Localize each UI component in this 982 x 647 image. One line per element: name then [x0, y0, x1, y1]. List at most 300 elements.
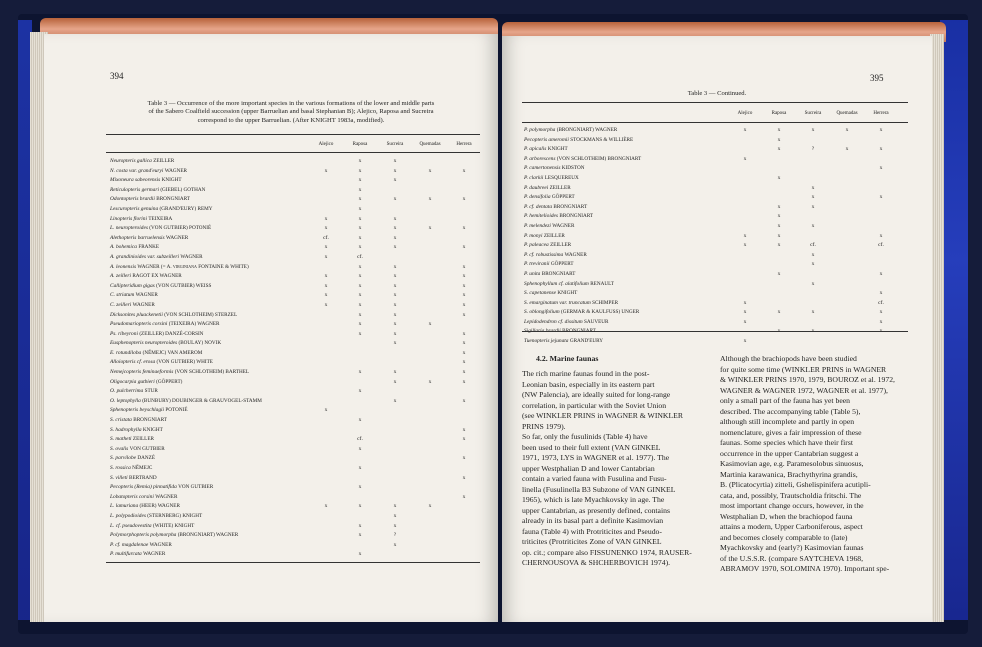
occurrence-cell: x [393, 512, 397, 519]
text-column-left [522, 369, 708, 569]
occurrence-cell: x [462, 301, 466, 308]
species-author: WAGNER [149, 541, 172, 548]
species-name [110, 455, 155, 461]
table-row [110, 216, 480, 226]
species-author: KNIGHT [557, 290, 578, 297]
text-line: linella (Fusulinella B3 Subzone of VAN GINKEL [522, 484, 676, 494]
occurrence-cell: x [777, 232, 781, 239]
occurrence-cell: x [811, 261, 815, 268]
occurrence-cell: x [358, 388, 362, 395]
species-author: KNIGHT [161, 177, 182, 184]
species-author: (VON SCHLOTHEIM) STERZEL [164, 311, 238, 318]
text-line: cata, and, possibly, Trautscholdia fritschi. The [720, 490, 862, 500]
species-name [524, 271, 575, 277]
species-name [524, 261, 574, 267]
occurrence-cell: x [358, 532, 362, 539]
species-name [110, 177, 182, 183]
table-row [110, 523, 480, 533]
occurrence-cell: x [358, 215, 362, 222]
species-author: VON GUTBIER [178, 484, 214, 491]
species-author: POTONIÉ [165, 407, 188, 414]
species-author: WAGNER [132, 301, 155, 308]
species-author: (STERNBERG) KNIGHT [147, 512, 203, 519]
species-binomial: S. ovalis [110, 445, 129, 452]
occurrence-cell: x [358, 225, 362, 232]
species-binomial: P. melendezi [524, 222, 551, 229]
species-name [524, 242, 571, 248]
table-row [110, 407, 480, 417]
occurrence-cell: x [393, 292, 397, 299]
occurrence-cell: x [393, 369, 397, 376]
species-binomial: S. emarginatum var. truncatum [524, 299, 591, 306]
occurrence-cell: x [879, 165, 883, 172]
species-author: BRONGNIART [562, 328, 596, 335]
page-number: 395 [870, 73, 884, 83]
species-binomial: A. bohemica [110, 244, 137, 251]
occurrence-cell: x [358, 484, 362, 491]
species-name [524, 165, 584, 171]
occurrence-cell: x [462, 474, 466, 481]
occurrence-cell: x [358, 330, 362, 337]
text-line: The rich marine faunas found in the post- [522, 369, 650, 378]
species-binomial: Nemejcopteris feminaeformis [110, 369, 174, 376]
species-author: WAGNER [155, 493, 178, 500]
occurrence-cell: x [324, 407, 328, 414]
occurrence-cell: x [879, 194, 883, 201]
table-row [524, 290, 908, 300]
species-author: (HEER) WAGNER [139, 503, 180, 510]
table-row [110, 206, 480, 216]
species-author: (BUNBURY) DOUBINGER & GRAUVOGEL-STAMM [142, 397, 262, 404]
species-author: FRANKE [138, 244, 160, 251]
text-line: Although the brachiopods have been studied [720, 354, 857, 363]
occurrence-cell: x [777, 309, 781, 316]
species-binomial: Polymorphopteris polymorpha [110, 532, 177, 539]
occurrence-cell: x [743, 232, 747, 239]
species-binomial: Pseudomariopteris corsini [110, 321, 168, 328]
occurrence-cell: x [879, 309, 883, 316]
table-row [524, 252, 908, 262]
text-line: (see WINKLER PRINS in WAGNER & WINKLER [522, 411, 683, 420]
species-binomial: P. densifolia [524, 194, 551, 201]
occurrence-cell: x [324, 301, 328, 308]
species-name [110, 446, 165, 452]
species-name [110, 503, 180, 509]
occurrence-cell: x [811, 222, 815, 229]
species-author: (GERMAR & KAULFUSS) UNGER [561, 309, 640, 316]
species-name [110, 407, 188, 413]
text-line: faunas. Some species which have their first [720, 438, 853, 447]
table-row [110, 417, 480, 427]
species-binomial: C. zeilleri [110, 301, 132, 308]
table-row [110, 446, 480, 456]
text-line: PRINS 1979). [522, 421, 566, 431]
species-binomial: P. cf. magdalenae [110, 541, 149, 548]
species-name [110, 465, 152, 471]
species-author: (GIEBEL) GOTHAN [160, 186, 206, 193]
occurrence-cell: x [358, 503, 362, 510]
table-rule-bottom [106, 562, 480, 563]
species-binomial: Lobatopteris corsini [110, 493, 154, 500]
occurrence-cell: x [462, 378, 466, 385]
occurrence-cell: x [324, 253, 328, 260]
occurrence-cell: x [324, 292, 328, 299]
species-author: NĚMEJC [132, 465, 153, 471]
table-caption [106, 100, 476, 125]
occurrence-cell: x [428, 321, 432, 328]
occurrence-cell: x [358, 301, 362, 308]
species-binomial: Pecopteris (Remia) pinnatifida [110, 484, 177, 491]
species-author: ZEILLER [549, 184, 571, 191]
species-binomial: S. capetanense [524, 290, 557, 297]
species-binomial: P. monyi [524, 232, 543, 239]
species-author: WAGNER [164, 167, 187, 174]
species-binomial: S. cristata [110, 417, 132, 424]
species-binomial: P. multifurcata [110, 551, 142, 558]
column-header: Raposa [352, 142, 368, 147]
occurrence-cell: x [845, 127, 849, 133]
table-row [524, 261, 908, 271]
occurrence-cell: x [462, 244, 466, 251]
species-name [110, 331, 203, 337]
column-header: Quemadas [419, 142, 441, 147]
table-row [524, 233, 908, 243]
occurrence-cell: x [324, 282, 328, 289]
text-line: B. (Plicatocyrtia) zitteli, Gshelispinifera acutipli- [720, 480, 871, 489]
species-name [524, 223, 574, 229]
species-author: LESQUEREUX [544, 174, 579, 181]
text-line: ABRAMOV 1970, SOLOMINA 1970). Important spe- [720, 564, 890, 573]
occurrence-cell: x [777, 174, 781, 181]
species-binomial: P. unita [524, 270, 541, 277]
occurrence-cell: x [743, 127, 747, 133]
species-name [110, 235, 188, 241]
text-line: and becomes closely comparable to (late) [720, 532, 848, 542]
species-name [110, 350, 202, 356]
occurrence-cell: x [879, 328, 883, 335]
occurrence-cell: x [393, 234, 397, 241]
column-header: Raposa [771, 111, 787, 116]
occurrence-cell: x [462, 493, 466, 500]
table-row [524, 156, 908, 166]
table-row [110, 532, 480, 542]
table-row [110, 158, 480, 168]
occurrence-cell: x [777, 222, 781, 229]
occurrence-cell: x [324, 244, 328, 251]
occurrence-cell: x [462, 340, 466, 347]
column-header: Sucreira [804, 111, 822, 116]
occurrence-cell: x [811, 184, 815, 191]
species-binomial: Eusphenopteris neuropteroides [110, 340, 178, 347]
occurrence-cell: x [845, 146, 849, 153]
page-number: 394 [110, 71, 124, 81]
species-author: BRONGNIART [541, 270, 576, 277]
species-name [110, 254, 203, 260]
table-row [110, 177, 480, 187]
species-binomial: N. costa var. grand'euryi [110, 167, 164, 174]
species-binomial: P. cf. robustissima [524, 251, 564, 258]
text-line: of the U.S.S.R. (compare SAYTCHEVA 1968, [720, 553, 864, 563]
species-author: TEIXEIRA [148, 215, 173, 222]
table-row [524, 319, 908, 329]
table-row [524, 165, 908, 175]
species-binomial: Sigillaria brardii [524, 328, 561, 335]
species-author: WAGNER [135, 292, 158, 299]
species-binomial: P. treviranii [524, 261, 550, 268]
species-binomial: P. cf. dentata [524, 203, 553, 210]
occurrence-cell: x [324, 215, 328, 222]
occurrence-cell: x [358, 311, 362, 318]
occurrence-cell: x [743, 155, 747, 162]
species-author: GRAND'EURY [569, 338, 604, 345]
occurrence-cell: x [462, 263, 466, 270]
text-line: already in its basal part a definite Kasimovian [522, 516, 664, 525]
occurrence-cell: x [393, 522, 397, 529]
occurrence-cell: x [393, 244, 397, 251]
table-row [110, 475, 480, 485]
species-author: (BRONGNIART) WAGNER [177, 532, 239, 539]
occurrence-cell: x [777, 242, 781, 249]
occurrence-cell: x [879, 270, 883, 277]
occurrence-cell: x [462, 311, 466, 318]
species-name [110, 388, 158, 394]
occurrence-cell: x [393, 225, 397, 232]
caption-line: correspond to the upper Barruelian. (After KNIGHT 1983a, modified). [197, 116, 385, 124]
occurrence-cell: x [393, 340, 397, 347]
species-binomial: Callipteridium gigas [110, 282, 155, 289]
table-row [524, 300, 908, 310]
text-line: Myachkovsky and (early?) Kasimovian faunas [720, 543, 864, 552]
occurrence-cell: x [393, 196, 397, 203]
table-row [110, 283, 480, 293]
occurrence-cell: x [358, 205, 362, 212]
table-row [110, 465, 480, 475]
table-row [110, 292, 480, 302]
table-row [524, 242, 908, 252]
species-name [524, 127, 617, 133]
table-row [110, 168, 480, 178]
species-author: WAGNER [166, 234, 189, 241]
occurrence-cell: x [393, 158, 397, 164]
occurrence-cell: x [358, 551, 362, 558]
species-name [110, 273, 182, 279]
species-name [524, 137, 633, 143]
occurrence-cell: x [777, 270, 781, 277]
occurrence-cell: x [358, 196, 362, 203]
occurrence-cell: cf. [357, 253, 363, 260]
species-author: BRONGNIART [156, 196, 190, 203]
occurrence-cell: x [462, 282, 466, 289]
species-name [110, 225, 211, 231]
occurrence-cell: x [393, 541, 397, 548]
species-name [524, 194, 575, 200]
occurrence-cell: x [393, 301, 397, 308]
species-binomial: Neuropteris gallica [110, 158, 152, 164]
species-binomial: L. lamuriana [110, 503, 139, 510]
table-row [110, 244, 480, 254]
species-binomial: Odontopteris brardii [110, 196, 155, 203]
table-row [110, 542, 480, 552]
occurrence-cell: x [811, 194, 815, 201]
species-binomial: P. daubreei [524, 184, 549, 191]
text-line: occurrence in the upper Cantabrian suggest a [720, 448, 859, 458]
species-name [110, 196, 190, 202]
species-name [110, 359, 213, 365]
species-binomial: L. polypodioides [110, 512, 146, 519]
table-row [524, 338, 908, 348]
species-binomial: Alloiopteris cf. erosa [110, 359, 156, 366]
text-line: correlation, in particular with the Soviet Union [522, 400, 667, 410]
species-name [110, 168, 187, 174]
occurrence-cell: x [393, 215, 397, 222]
table-row [524, 146, 908, 156]
occurrence-cell: x [879, 290, 883, 297]
occurrence-cell: x [462, 349, 466, 356]
table-row [110, 379, 480, 389]
occurrence-cell: x [743, 299, 747, 306]
text-line: WAGNER & WAGNER 1972, WAGNER et al. 1977), [720, 385, 888, 395]
species-name [110, 369, 249, 375]
text-line: described. The accompanying table (Table 5), [720, 406, 861, 416]
occurrence-cell: x [462, 436, 466, 443]
species-name [524, 309, 639, 315]
table-row [110, 273, 480, 283]
species-author: (VON GUTBIER) POTONIÉ [149, 225, 212, 232]
species-name [110, 542, 172, 548]
text-line: contain a varied fauna with Fusulina and Fusu- [522, 474, 667, 483]
species-name [110, 494, 177, 500]
occurrence-cell: x [358, 186, 362, 193]
species-name [110, 206, 213, 212]
species-binomial: P. camertonensis [524, 165, 561, 172]
species-binomial: L. cf. pseudovestita [110, 522, 152, 529]
species-name [110, 398, 262, 404]
occurrence-cell: x [358, 244, 362, 251]
occurrence-cell: x [358, 263, 362, 270]
table-row [524, 271, 908, 281]
occurrence-cell: x [428, 167, 432, 174]
species-binomial: S. parvilobe [110, 455, 137, 462]
table-row [524, 223, 908, 233]
table-row [524, 137, 908, 147]
occurrence-cell: cf. [357, 436, 363, 443]
occurrence-cell: x [393, 330, 397, 337]
caption-line: of the Sabero Coalfield succession (upper Barruelian and basal Stephanian B); Alejico, Raposa and Sucreira [148, 108, 434, 116]
occurrence-cell: x [358, 167, 362, 174]
occurrence-cell: cf. [878, 299, 884, 306]
species-name [524, 281, 614, 287]
species-name [110, 321, 219, 327]
text-line: although still incomplete and partly in open [720, 417, 855, 426]
occurrence-cell: x [393, 321, 397, 328]
species-name [110, 187, 205, 193]
occurrence-cell: x [811, 328, 815, 335]
species-name [524, 338, 603, 344]
occurrence-cell: x [462, 455, 466, 462]
species-name [524, 290, 577, 296]
text-line: upper Westphalian D and lower Cantabrian [522, 463, 655, 473]
occurrence-cell: x [358, 234, 362, 241]
species-author: DANZÉ [137, 455, 155, 462]
occurrence-cell: x [462, 196, 466, 203]
occurrence-cell: x [879, 232, 883, 239]
occurrence-cell: x [811, 203, 815, 210]
species-binomial: Sphenophyllum cf. alatifolium [524, 280, 589, 287]
species-author: BERTRAND [129, 474, 157, 481]
species-name [110, 283, 211, 289]
species-name [524, 233, 565, 239]
table-row [110, 513, 480, 523]
table-row [110, 235, 480, 245]
species-author: RAGOT EX WAGNER [132, 273, 182, 280]
species-author: BRONGNIART [133, 417, 167, 424]
species-author: STUR [144, 388, 158, 395]
column-header: Herrera [873, 111, 889, 116]
occurrence-cell: x [358, 273, 362, 280]
table-row [110, 321, 480, 331]
species-binomial: Dicksonites pluackenetii [110, 311, 163, 318]
species-name [524, 204, 587, 210]
species-name [110, 513, 202, 519]
page-stack-right [930, 34, 944, 622]
table-row [110, 455, 480, 465]
species-name [110, 417, 167, 423]
occurrence-cell: ? [811, 146, 815, 153]
occurrence-cell: x [777, 146, 781, 153]
table-body [110, 158, 480, 561]
species-author: (VON SCHLOTHEIM) BARTHEL [174, 369, 250, 376]
species-name [524, 146, 568, 152]
table-row [524, 175, 908, 185]
species-binomial: S. hadrophylla [110, 426, 142, 433]
column-header: Quemadas [836, 111, 858, 116]
occurrence-cell: x [743, 318, 747, 325]
species-name [110, 484, 213, 490]
occurrence-cell: x [358, 158, 362, 164]
occurrence-cell: x [462, 225, 466, 232]
species-binomial: P. hemitelioides [524, 213, 559, 220]
species-author: (GRAND'EURY) REMY [159, 205, 213, 212]
species-author: WAGNER [552, 222, 575, 229]
occurrence-cell: x [743, 309, 747, 316]
species-name [110, 312, 237, 318]
occurrence-cell: x [358, 522, 362, 529]
table-row [110, 369, 480, 379]
occurrence-cell: x [358, 321, 362, 328]
occurrence-cell: x [879, 146, 883, 153]
table-row [524, 281, 908, 291]
occurrence-cell: x [393, 273, 397, 280]
text-line: fauna (Table 4) with Protriticites and Pseudo- [522, 526, 662, 536]
species-name [110, 436, 154, 442]
table-rule-header [106, 152, 480, 153]
species-author: WAGNER [564, 251, 587, 258]
occurrence-cell: x [462, 167, 466, 174]
species-name [524, 175, 579, 181]
column-header: Alejico [318, 142, 334, 147]
occurrence-cell: x [462, 397, 466, 404]
occurrence-cell: x [462, 292, 466, 299]
table-row [110, 331, 480, 341]
occurrence-cell: x [393, 503, 397, 510]
species-author: (BRONGNIART) WAGNER [556, 127, 618, 133]
table-row [524, 185, 908, 195]
species-author: ZEILLER [543, 232, 565, 239]
species-name [110, 340, 221, 346]
text-line: upper Cantabrian, as presently defined, contains [522, 505, 670, 515]
occurrence-cell: x [743, 242, 747, 249]
text-line: & WINKLER PRINS 1970, 1979, BOUROZ et al. 1972, [720, 375, 895, 384]
